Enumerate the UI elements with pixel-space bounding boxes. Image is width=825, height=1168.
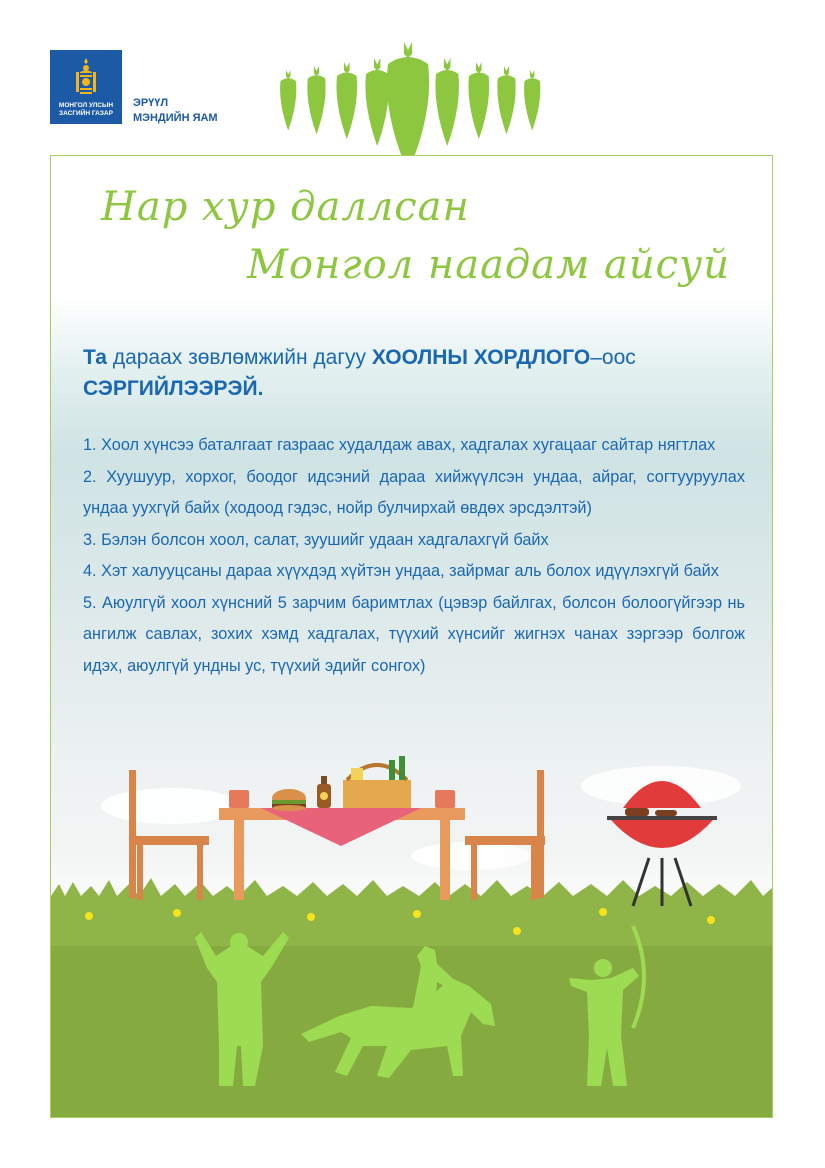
tip-item: 4. Хэт халууцсаны дараа хүүхдэд хүйтэн ундаа, зайрмаг аль болох идүүлэхгүй байх	[83, 562, 719, 580]
chair-right	[465, 770, 545, 900]
logo-caption-line1: МОНГОЛ УЛСЫН	[58, 102, 114, 109]
bottle-icon	[317, 776, 331, 808]
ministry-name	[133, 96, 218, 126]
headline-part4: –оос	[590, 346, 636, 369]
soyombo-icon	[74, 58, 98, 96]
standard-icon	[365, 58, 389, 146]
headline-part5: СЭРГИЙЛЭЭРЭЙ.	[83, 377, 264, 400]
standard-icon	[524, 70, 540, 131]
tip-item: 1. Хоол хүнсээ баталгаат газраас худалдаж авах, хадгалах хугацааг сайтар нягтлах	[83, 436, 716, 454]
logo-caption-line2: ЗАСГИЙН ГАЗАР	[59, 110, 113, 117]
standard-icon	[307, 66, 325, 134]
tip-item: 2. Хуушуур, хорхог, боодог идсэний дараа хийжүүлсэн ундаа, айраг, согтууруулах ундаа уухгүй байх (ходоод гэдэс, нойр булчирхай өвдөх эрсдэлтэй)	[83, 467, 745, 517]
standard-icon	[435, 58, 459, 146]
slogan-line1: Нар хур даллсан	[101, 184, 470, 230]
headline-part1: Та	[83, 346, 107, 369]
standard-icon-main	[387, 42, 429, 172]
tip-item: 5. Аюулгүй хоол хүнсний 5 зарчим баримтлах (цэвэр байлгах, болсон болоогүйгээр нь ангилж савлах, зохих хэмд хадгалах, түүхий хүнсийг жигнэх чанах зэргээр болгож идэх, аюулгүй ундны ус, түүхий эдийг сонгох)	[83, 593, 745, 675]
poster-frame	[50, 155, 773, 1118]
food-safety-advice	[83, 342, 745, 682]
standard-icon	[336, 62, 357, 139]
tips-list	[83, 430, 745, 682]
advice-headline	[83, 342, 745, 404]
headline-part2: дараах зөвлөмжийн дагуу	[106, 346, 372, 369]
picnic-basket-icon	[343, 756, 411, 808]
picnic-scene-illustration	[51, 746, 772, 1118]
standard-icon	[497, 66, 515, 134]
headline-part3: ХООЛНЫ ХОРДЛОГО	[371, 346, 591, 369]
ministry-line2: МЭНДИЙН ЯАМ	[133, 112, 218, 124]
standard-icon	[280, 70, 296, 131]
slogan-line2: Монгол наадам айсуй	[247, 242, 730, 288]
burger-icon	[272, 789, 306, 811]
government-logo	[50, 50, 122, 124]
standard-icon	[468, 62, 489, 139]
tip-item: 3. Бэлэн болсон хоол, салат, зуушийг удаан хадгалахгүй байх	[83, 530, 549, 549]
ministry-line1: ЭРҮҮЛ	[133, 97, 169, 109]
cup-icon	[229, 790, 455, 808]
